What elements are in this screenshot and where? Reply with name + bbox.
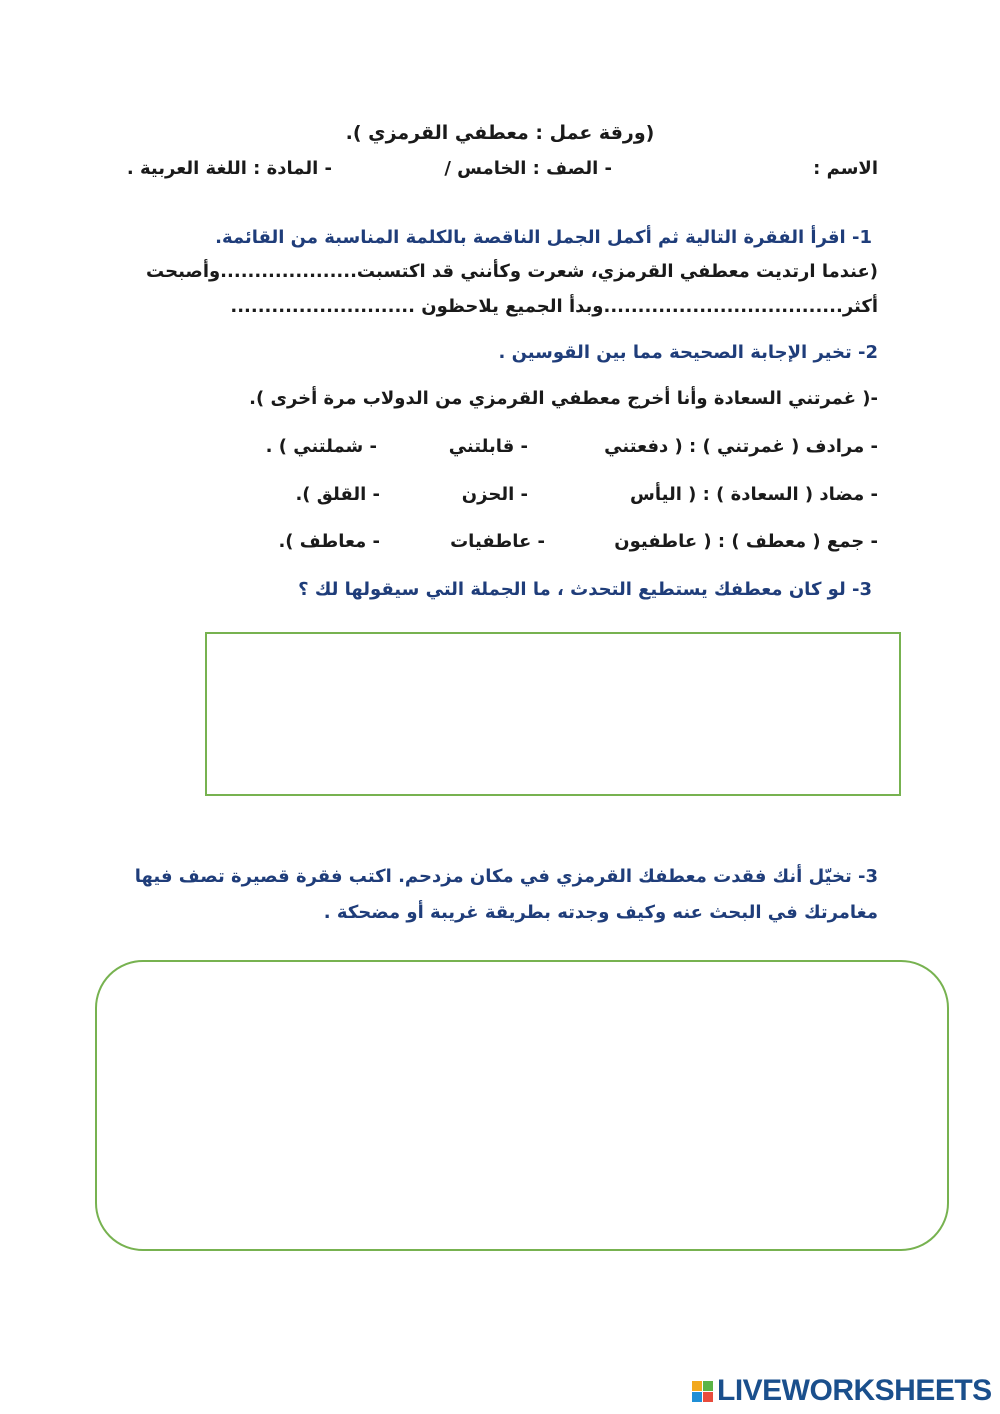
name-label: الاسم : [813, 158, 878, 179]
answer-box-2[interactable] [95, 960, 949, 1251]
synonym-option-3[interactable]: - شملتني ) . [265, 436, 377, 457]
brand-name: LIVEWORKSHEETS [717, 1374, 992, 1407]
worksheet-title: (ورقة عمل : معطفي القرمزي ). [345, 122, 655, 144]
synonym-option-2[interactable]: - قابلتني [448, 436, 528, 457]
question-3-heading: 3- لو كان معطفك يستطيع التحدث ، ما الجملة التي سيقولها لك ؟ [298, 579, 872, 600]
antonym-option-3[interactable]: - القلق ). [295, 484, 380, 505]
logo-grid-icon [692, 1381, 713, 1402]
liveworksheets-logo [692, 1374, 992, 1408]
question-4-line-1: 3- تخيّل أنك فقدت معطفك القرمزي في مكان مزدحم. اكتب فقرة قصيرة تصف فيها [134, 866, 878, 887]
question-2-heading: 2- تخير الإجابة الصحيحة مما بين القوسين . [498, 342, 878, 363]
plural-option-2[interactable]: - عاطفيات [450, 531, 545, 552]
synonym-label: - مرادف ( غمرتني ) : ( دفعتني [604, 436, 878, 457]
question-1-heading: 1- اقرأ الفقرة التالية ثم أكمل الجمل الناقصة بالكلمة المناسبة من القائمة. [215, 227, 872, 248]
question-4-line-2: مغامرتك في البحث عنه وكيف وجدته بطريقة غريبة أو مضحكة . [323, 902, 878, 923]
antonym-option-2[interactable]: - الحزن [461, 484, 528, 505]
antonym-label: - مضاد ( السعادة ) : ( اليأس [630, 484, 878, 505]
plural-option-3[interactable]: - معاطف ). [278, 531, 380, 552]
plural-label: - جمع ( معطف ) : ( عاطفيون [614, 531, 878, 552]
answer-box-1[interactable] [205, 632, 901, 796]
paragraph-line-1: (عندما ارتديت معطفي القرمزي، شعرت وكأنني قد اكتسبت....................وأصبحت [146, 261, 878, 282]
paragraph-line-2: أكثر...................................وبدأ الجميع يلاحظون ........................... [230, 296, 878, 317]
question-2-sentence: -( غمرتني السعادة وأنا أخرج معطفي القرمزي من الدولاب مرة أخرى ). [249, 388, 878, 409]
class-label: - الصف : الخامس / [444, 158, 612, 179]
subject-label: - المادة : اللغة العربية . [126, 158, 332, 179]
